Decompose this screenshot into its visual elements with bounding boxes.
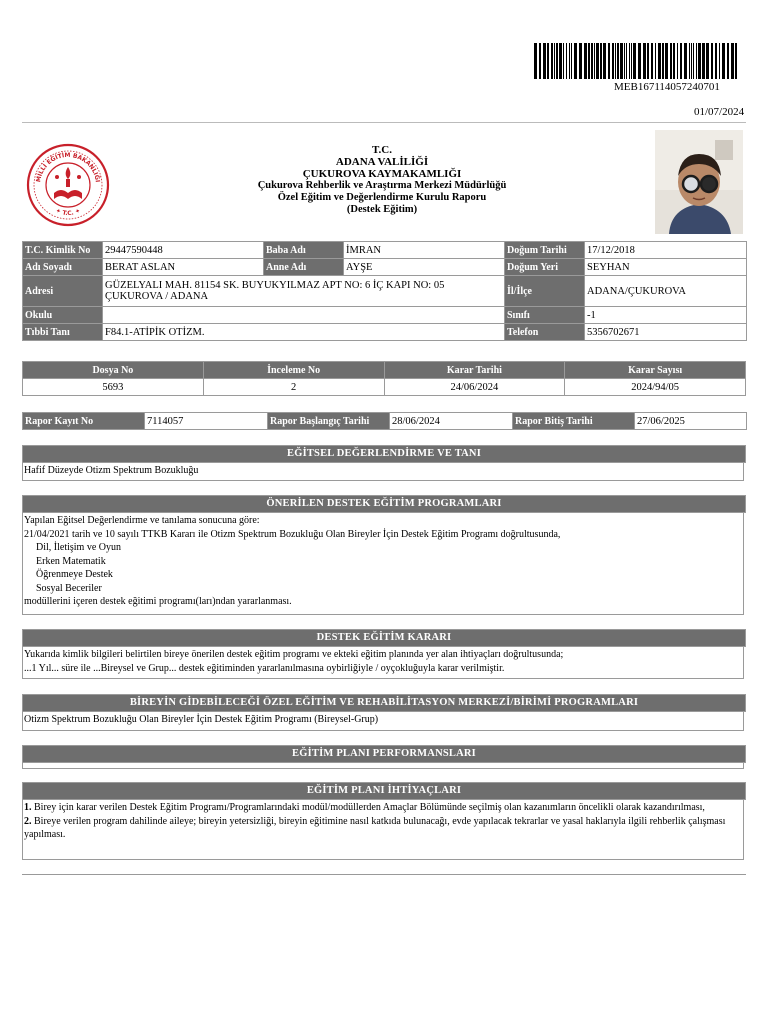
barcode-bar <box>684 43 687 79</box>
baba-value: İMRAN <box>344 242 505 259</box>
onerilen-line1: Yapılan Eğitsel Değerlendirme ve tanılama sonucuna göre: <box>24 515 260 526</box>
ihtiyac-section-body <box>22 800 744 860</box>
barcode-bar <box>556 43 558 79</box>
barcode-bar <box>680 43 682 79</box>
onerilen-section-body <box>22 513 744 615</box>
baba-label: Baba Adı <box>264 242 344 259</box>
sinif-label: Sınıfı <box>505 307 585 324</box>
egitsel-text: Hafif Düzeyde Otizm Spektrum Bozukluğu <box>24 465 199 476</box>
barcode-bar <box>543 43 546 79</box>
ad-label: Adı Soyadı <box>23 259 103 276</box>
barcode-bar <box>624 43 625 79</box>
barcode-bar <box>534 43 537 79</box>
inceleme-no-header: İnceleme No <box>203 362 384 379</box>
barcode-bar <box>620 43 623 79</box>
tc-value: 29447590448 <box>103 242 264 259</box>
barcode-bar <box>655 43 656 79</box>
barcode-bar <box>603 43 606 79</box>
tani-value: F84.1-ATİPİK OTİZM. <box>103 324 505 341</box>
barcode-bar <box>600 43 602 79</box>
barcode-bar <box>571 43 572 79</box>
merkez-section-body <box>22 712 744 731</box>
module-item: Öğrenmeye Destek <box>36 569 113 580</box>
barcode-bar <box>569 43 570 79</box>
print-date: 01/07/2024 <box>694 106 745 118</box>
barcode-bar <box>596 43 599 79</box>
barcode-bar <box>691 43 692 79</box>
barcode-image <box>534 43 738 79</box>
rapor-bitis-label: Rapor Bitiş Tarihi <box>513 413 635 430</box>
table-header-row <box>23 362 746 379</box>
barcode-bar <box>566 43 567 79</box>
rapor-baslangic-value: 28/06/2024 <box>390 413 513 430</box>
item-text: Bireye verilen program dahilinde aileye; bireyin yetersizliği, bireyin eğitimine nasıl katkıda bulunacağı, evde yapılacak tekrarlar ve yasal haklarıyla ilgili rehberlik çalışması yapılması. <box>24 815 726 840</box>
karar-line2: ...1 Yıl... süre ile ...Bireysel ve Grup... destek eğitiminden yararlanılmasına oybirliğiyle / oyçokluğuyla karar verilmiştir. <box>24 662 505 674</box>
barcode-bar <box>547 43 549 79</box>
barcode-bar <box>670 43 672 79</box>
student-photo <box>655 130 743 234</box>
barcode-bar <box>677 43 678 79</box>
barcode-bar <box>711 43 713 79</box>
svg-text:✦ T.C. ✦: ✦ T.C. ✦ <box>54 207 82 218</box>
table-row <box>23 324 747 341</box>
barcode-bar <box>702 43 705 79</box>
barcode-bar <box>539 43 541 79</box>
barcode-bar <box>673 43 675 79</box>
karar-tarihi-value: 24/06/2024 <box>384 379 565 396</box>
barcode-bar <box>715 43 717 79</box>
header-report-title: Özel Eğitim ve Değerlendirme Kurulu Raporu <box>277 192 487 203</box>
performans-section-title: EĞİTİM PLANI PERFORMANSLARI <box>22 745 746 763</box>
ihtiyac-item <box>24 801 742 815</box>
barcode-bar <box>559 43 562 79</box>
anne-label: Anne Adı <box>264 259 344 276</box>
barcode-bar <box>588 43 590 79</box>
barcode-bar <box>615 43 616 79</box>
rapor-kayit-value: 7114057 <box>145 413 268 430</box>
barcode-bar <box>574 43 577 79</box>
barcode-bar <box>638 43 641 79</box>
module-item: Dil, İletişim ve Oyun <box>36 542 121 553</box>
barcode-bar <box>563 43 564 79</box>
karar-section-title: DESTEK EĞİTİM KARARI <box>22 629 746 647</box>
okul-value <box>103 307 505 324</box>
dogum-yeri-label: Doğum Yeri <box>505 259 585 276</box>
il-value: ADANA/ÇUKUROVA <box>585 276 747 307</box>
karar-line1: Yukarıda kimlik bilgileri belirtilen bireye önerilen destek eğitim programı ve ekteki eğitim planında yer alan ihtiyaçları doğrultusunda; <box>24 649 564 660</box>
sinif-value: -1 <box>585 307 747 324</box>
barcode-bar <box>665 43 668 79</box>
header-kaymakamlik: ÇUKUROVA KAYMAKAMLIĞI <box>302 168 462 180</box>
barcode-bar <box>727 43 729 79</box>
table-row <box>23 413 747 430</box>
karar-sayisi-header: Karar Sayısı <box>565 362 746 379</box>
header-valilik: ADANA VALİLİĞİ <box>335 156 429 168</box>
file-info-table <box>22 361 746 396</box>
barcode-bar <box>643 43 646 79</box>
ihtiyac-section-title: EĞİTİM PLANI İHTİYAÇLARI <box>22 782 746 800</box>
dosya-no-value: 5693 <box>23 379 204 396</box>
okul-label: Okulu <box>23 307 103 324</box>
telefon-label: Telefon <box>505 324 585 341</box>
barcode-bar <box>612 43 614 79</box>
table-row <box>23 379 746 396</box>
header-tc: T.C. <box>372 144 392 156</box>
ministry-seal-icon <box>26 143 110 227</box>
header-ram: Çukurova Rehberlik ve Araştırma Merkezi Müdürlüğü <box>257 180 507 191</box>
barcode-bar <box>629 43 630 79</box>
barcode-bar <box>731 43 734 79</box>
telefon-value: 5356702671 <box>585 324 747 341</box>
barcode-bar <box>591 43 593 79</box>
table-row <box>23 242 747 259</box>
personal-info-table <box>22 241 747 341</box>
table-row <box>23 259 747 276</box>
karar-section-body <box>22 647 744 679</box>
tani-label: Tıbbi Tanı <box>23 324 103 341</box>
module-item: Sosyal Beceriler <box>36 582 102 594</box>
onerilen-line3: modüllerini içeren destek eğitimi programı(ları)ndan yararlanması. <box>24 596 292 607</box>
anne-value: AYŞE <box>344 259 505 276</box>
item-text: Birey için karar verilen Destek Eğitim Programı/Programlarındaki modül/modüllerden Amaçlar Bölümünde seçilmiş olan kazanımların öncelikli olarak kazandırılması, <box>34 802 705 813</box>
barcode-bar <box>722 43 725 79</box>
barcode-bar <box>554 43 555 79</box>
barcode-bar <box>584 43 587 79</box>
rapor-kayit-label: Rapor Kayıt No <box>23 413 145 430</box>
ihtiyac-item <box>24 815 742 842</box>
barcode-number: MEB167114057240701 <box>614 81 720 93</box>
adres-value: GÜZELYALI MAH. 81154 SK. BUYUKYILMAZ APT NO: 6 İÇ KAPI NO: 05 ÇUKUROVA / ADANA <box>103 276 505 307</box>
item-number: 1. <box>24 802 32 813</box>
ad-value: BERAT ASLAN <box>103 259 264 276</box>
barcode-bar <box>706 43 709 79</box>
merkez-text: Otizm Spektrum Bozukluğu Olan Bireyler İçin Destek Eğitim Programı (Bireysel-Grup) <box>24 714 379 725</box>
barcode-bar <box>617 43 619 79</box>
dogum-tarihi-label: Doğum Tarihi <box>505 242 585 259</box>
header-report-type: (Destek Eğitim) <box>346 204 418 215</box>
barcode-bar <box>647 43 649 79</box>
inceleme-no-value: 2 <box>203 379 384 396</box>
dogum-yeri-value: SEYHAN <box>585 259 747 276</box>
barcode-bar <box>662 43 664 79</box>
barcode-bar <box>633 43 636 79</box>
report-dates-table <box>22 412 747 430</box>
performans-section-body <box>22 763 744 769</box>
tc-label: T.C. Kimlik No <box>23 242 103 259</box>
barcode-bar <box>608 43 610 79</box>
barcode-bar <box>594 43 595 79</box>
barcode-bar <box>696 43 697 79</box>
barcode-bar <box>689 43 690 79</box>
barcode-bar <box>579 43 582 79</box>
onerilen-section-title: ÖNERİLEN DESTEK EĞİTİM PROGRAMLARI <box>22 495 746 513</box>
dogum-tarihi-value: 17/12/2018 <box>585 242 747 259</box>
barcode-bar <box>735 43 737 79</box>
rapor-bitis-value: 27/06/2025 <box>635 413 747 430</box>
karar-tarihi-header: Karar Tarihi <box>384 362 565 379</box>
svg-text:MİLLİ EĞİTİM BAKANLIĞI: MİLLİ EĞİTİM BAKANLIĞI <box>35 151 101 183</box>
adres-label: Adresi <box>23 276 103 307</box>
barcode-bar <box>631 43 632 79</box>
table-row <box>23 307 747 324</box>
divider <box>22 122 746 123</box>
merkez-section-title: BİREYİN GİDEBİLECEĞİ ÖZEL EĞİTİM VE REHABİLİTASYON MERKEZİ/BİRİMİ PROGRAMLARI <box>22 694 746 712</box>
egitsel-section-body <box>22 463 744 481</box>
barcode-bar <box>658 43 661 79</box>
barcode-bar <box>698 43 701 79</box>
divider <box>22 874 746 875</box>
item-number: 2. <box>24 815 32 827</box>
barcode-bar <box>551 43 553 79</box>
barcode-bar <box>651 43 653 79</box>
dosya-no-header: Dosya No <box>23 362 204 379</box>
barcode-bar <box>626 43 627 79</box>
table-row <box>23 276 747 307</box>
barcode-bar <box>719 43 720 79</box>
egitsel-section-title: EĞİTSEL DEĞERLENDİRME VE TANI <box>22 445 746 463</box>
barcode-bar <box>693 43 694 79</box>
il-label: İl/İlçe <box>505 276 585 307</box>
karar-sayisi-value: 2024/94/05 <box>565 379 746 396</box>
module-item: Erken Matematik <box>36 555 106 567</box>
rapor-baslangic-label: Rapor Başlangıç Tarihi <box>268 413 390 430</box>
onerilen-line2: 21/04/2021 tarih ve 10 sayılı TTKB Kararı ile Otizm Spektrum Bozukluğu Olan Bireyler İçin Destek Eğitim Programı doğrultusunda, <box>24 528 561 540</box>
document-header <box>230 144 534 216</box>
